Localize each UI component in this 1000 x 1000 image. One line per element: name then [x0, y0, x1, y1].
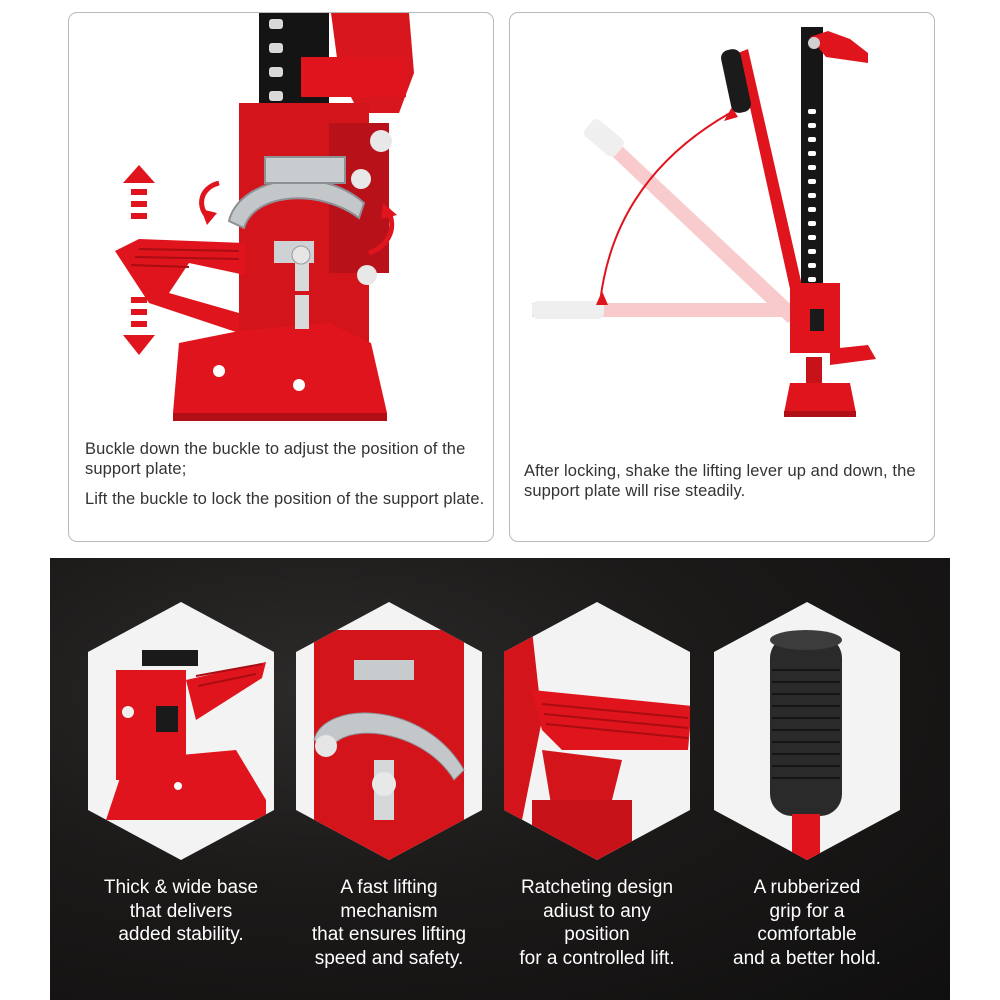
- buckle-lift-caption: Lift the buckle to lock the position of the support plate.: [85, 490, 485, 508]
- lever-lift-caption: After locking, shake the lifting lever up and down, the support plate will rise steadily.: [524, 462, 916, 500]
- feature-label-base: Thick & wide base that delivers added stability.: [103, 877, 259, 945]
- rubber-grip-hex-image: [712, 600, 902, 862]
- buckle-down-caption: Buckle down the buckle to adjust the position of the support plate;: [85, 440, 466, 478]
- features-band: [50, 558, 950, 1000]
- ratchet-plate-hex-image: [502, 600, 692, 862]
- buckle-adjust-panel: [68, 12, 494, 542]
- jack-full-lever-image: [510, 13, 935, 433]
- feature-label-grip: A rubberized grip for a comfortable and a better hold.: [733, 877, 881, 969]
- lifting-mechanism-hex-image: [294, 600, 484, 862]
- wide-base-hex-image: [86, 600, 276, 862]
- feature-label-ratchet: Ratcheting design adiust to any position for a controlled lift.: [519, 877, 675, 969]
- lever-lift-panel: [509, 12, 935, 542]
- jack-base-closeup-image: [69, 13, 494, 433]
- feature-label-mechanism: A fast lifting mechanism that ensures lifting speed and safety.: [311, 877, 467, 969]
